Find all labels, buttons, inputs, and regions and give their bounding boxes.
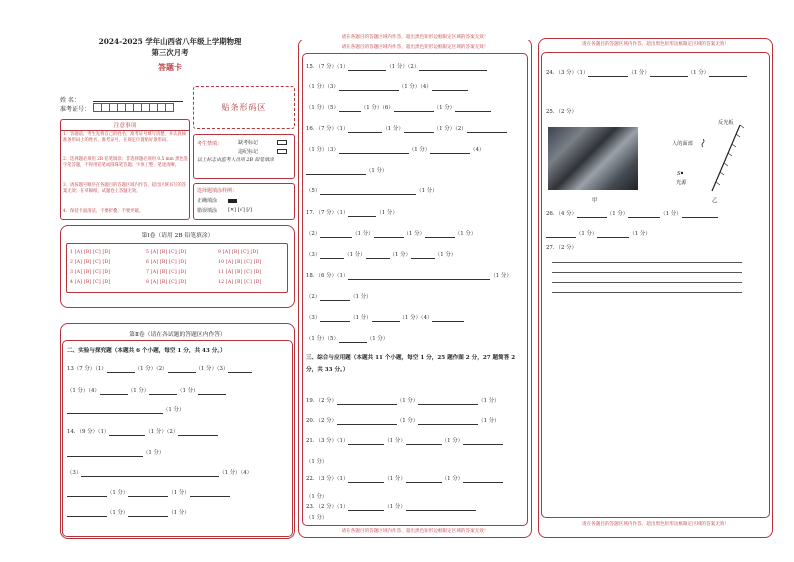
q14-row1 bbox=[67, 429, 218, 436]
notice-item-3: 3．请按题号顺序在各题目的答题区域内作答，超出区域书写的答案无效；在草稿纸、试题卷上答题无效。 bbox=[63, 183, 187, 195]
q26-blank-1[interactable] bbox=[577, 211, 607, 218]
q16-blank-1[interactable] bbox=[348, 126, 382, 133]
q14-blank-7[interactable] bbox=[190, 490, 230, 497]
q26-row1 bbox=[546, 211, 718, 218]
q18-score-3: （1 分） bbox=[350, 315, 372, 321]
q20-blank-1[interactable] bbox=[337, 418, 397, 425]
q16-score-1: （1 分） bbox=[382, 126, 404, 132]
q18-score-4: （1 分） bbox=[399, 315, 421, 321]
q14-score-3: （1 分） bbox=[219, 470, 241, 476]
violation-label: 违纪标记 bbox=[238, 149, 259, 155]
mc-q6[interactable]: 6 [A] [B] [C] [D] bbox=[146, 260, 187, 265]
q18-part5: （5） bbox=[327, 336, 339, 342]
q18-score-2: （1 分） bbox=[350, 294, 372, 300]
q18-row1 bbox=[306, 273, 512, 280]
q22-score-1: （1 分） bbox=[384, 476, 406, 482]
absent-label: 缺考标记 bbox=[238, 140, 259, 146]
violation-checkbox[interactable] bbox=[277, 149, 287, 154]
q20-score-1: （1 分） bbox=[396, 418, 419, 424]
q16-part3: （3） bbox=[327, 147, 339, 153]
figure-b-label: 乙 bbox=[712, 198, 718, 204]
q27-answer-line-3[interactable] bbox=[552, 282, 742, 283]
q18-label: 18．（6 分）（1） bbox=[306, 273, 349, 279]
barcode-area bbox=[193, 86, 295, 129]
q24-blank-3[interactable] bbox=[709, 70, 747, 77]
source-label: S• bbox=[677, 171, 684, 177]
q18-blank-1[interactable] bbox=[348, 273, 490, 280]
right-warning-bottom: 请在各题目的答题区域内作答，超出黑色矩形边框限定区域的答案无效！ bbox=[581, 522, 729, 527]
q17-row3 bbox=[306, 252, 456, 259]
q23-score-2: （1 分） bbox=[306, 515, 328, 521]
q15-row2 bbox=[306, 84, 468, 91]
q15-blank-6[interactable] bbox=[394, 105, 434, 112]
part2-title: 第Ⅱ卷（请在各试题的答题区内作答） bbox=[129, 332, 226, 338]
q24-score-2: （1 分） bbox=[687, 70, 710, 76]
mc-q10[interactable]: 10 [A] [B] [C] [D] bbox=[218, 260, 262, 265]
q27-label: 27．（2 分） bbox=[546, 245, 577, 251]
q15-blank-5[interactable] bbox=[339, 105, 361, 112]
name-field[interactable] bbox=[93, 101, 183, 102]
absent-title: 考生禁填： bbox=[197, 141, 223, 147]
q22-row1 bbox=[306, 476, 503, 483]
q14-blank-4[interactable] bbox=[81, 470, 219, 477]
q14-score-5: （1 分） bbox=[168, 490, 190, 496]
q16-part4: （4） bbox=[470, 147, 485, 153]
q16-part5: （5） bbox=[306, 188, 321, 194]
q18-score-1: （1 分） bbox=[490, 273, 512, 279]
q24-blank-2[interactable] bbox=[650, 70, 688, 77]
exam-number-label: 准考证号： bbox=[60, 106, 91, 113]
q15-score-2: （1 分）（3） bbox=[306, 84, 339, 90]
q15-blank-4[interactable] bbox=[432, 84, 468, 91]
q21-blank-1[interactable] bbox=[348, 438, 384, 445]
q13-score-1: （1 分）（2） bbox=[134, 366, 168, 372]
q26-label: 26．（4 分） bbox=[546, 211, 577, 217]
q22-blank-3[interactable] bbox=[463, 476, 503, 483]
q24-score-1: （1 分） bbox=[628, 70, 650, 76]
q19-score-1: （1 分） bbox=[396, 398, 419, 404]
q15-blank-2[interactable] bbox=[419, 64, 487, 71]
q14-score-1: （1 分）（2） bbox=[145, 429, 179, 435]
q21-row1 bbox=[306, 438, 503, 445]
q13-blank-3[interactable] bbox=[228, 366, 252, 373]
absent-note: 以上标志由监考人员用 2B 铅笔填涂 bbox=[197, 158, 274, 163]
q19-score-2: （1 分） bbox=[478, 398, 500, 404]
q17-blank-1[interactable] bbox=[348, 210, 376, 217]
q26-score-4: （1 分） bbox=[629, 231, 651, 237]
q15-part6: （6） bbox=[382, 105, 394, 111]
q24-row bbox=[546, 70, 747, 77]
q17-row2 bbox=[306, 231, 476, 238]
notice-item-1: 1．答题前，考生先将自己的姓名、准考证号填写清楚，并认真核准条形码上的姓名、准考证号，在规定位置贴好条形码。 bbox=[63, 132, 187, 144]
q18-blank-4[interactable] bbox=[372, 315, 400, 322]
q17-blank-4[interactable] bbox=[425, 231, 455, 238]
q15-row1 bbox=[306, 64, 487, 71]
q16-blank-4[interactable] bbox=[339, 147, 409, 154]
q16-part2: （2） bbox=[455, 126, 467, 132]
q21-blank-2[interactable] bbox=[406, 438, 442, 445]
q18-blank-5[interactable] bbox=[432, 315, 464, 322]
q18-blank-3[interactable] bbox=[320, 315, 350, 322]
mc-q8[interactable]: 8 [A] [B] [C] [D] bbox=[146, 280, 187, 285]
mc-q9[interactable]: 9 [A] [B] [C] [D] bbox=[218, 250, 259, 255]
q13-blank-4[interactable] bbox=[100, 388, 128, 395]
q17-blank-7[interactable] bbox=[411, 252, 435, 259]
q14-blank-5[interactable] bbox=[67, 490, 107, 497]
q16-blank-6[interactable] bbox=[306, 168, 366, 175]
q17-part2: （2） bbox=[306, 231, 321, 237]
section2-title: 二、实验与探究题（本题共 6 个小题，每空 1 分，共 43 分。） bbox=[67, 348, 226, 354]
q14-part3: （3） bbox=[67, 470, 82, 476]
q23-blank-1[interactable] bbox=[348, 504, 384, 511]
q16-label: 16．（7 分）（1） bbox=[306, 126, 349, 132]
correct-fill-label: 正确填涂 bbox=[197, 198, 218, 204]
middle-warning-top-2: 请在各题目的答题区域内作答，超出黑色矩形边框限定区域的答案无效！ bbox=[341, 45, 489, 50]
q18-row2 bbox=[306, 294, 372, 301]
mc-q4[interactable]: 4 [A] [B] [C] [D] bbox=[70, 280, 111, 285]
q15-score-6: （1 分） bbox=[433, 105, 456, 111]
exam-number-cells[interactable] bbox=[93, 103, 173, 114]
q17-blank-2[interactable] bbox=[320, 231, 352, 238]
q17-score-6: （1 分） bbox=[389, 252, 411, 258]
q15-score-4: （1 分） bbox=[306, 105, 328, 111]
q20-score-2: （1 分） bbox=[478, 418, 500, 424]
q14-row4 bbox=[67, 490, 230, 497]
q13-row3 bbox=[67, 407, 184, 414]
q16-score-3: （1 分） bbox=[306, 147, 328, 153]
q22-row2 bbox=[306, 494, 327, 501]
figure-a-label: 甲 bbox=[592, 198, 598, 204]
q21-label: 21．（3 分）（1） bbox=[306, 438, 349, 444]
mirror-photo bbox=[548, 127, 638, 190]
absent-checkbox[interactable] bbox=[277, 140, 287, 145]
q13-row1 bbox=[67, 366, 252, 373]
q22-blank-2[interactable] bbox=[406, 476, 442, 483]
q26-score-2: （1 分） bbox=[660, 211, 682, 217]
q17-blank-3[interactable] bbox=[374, 231, 404, 238]
q25-label-row bbox=[546, 109, 577, 116]
exam-subtitle: 第三次月考 bbox=[151, 48, 189, 57]
q14-row2 bbox=[67, 450, 164, 457]
q14-label: 14．（9 分）（1） bbox=[67, 429, 110, 435]
q13-score-6: （1 分） bbox=[163, 407, 185, 413]
mc-q1[interactable]: 1 [A] [B] [C] [D] bbox=[70, 250, 111, 255]
mc-q7[interactable]: 7 [A] [B] [C] [D] bbox=[146, 270, 187, 275]
q13-blank-6[interactable] bbox=[198, 388, 226, 395]
q21-blank-3[interactable] bbox=[463, 438, 503, 445]
mc-q3[interactable]: 3 [A] [B] [C] [D] bbox=[70, 270, 111, 275]
q14-blank-2[interactable] bbox=[178, 429, 218, 436]
source-sub-label: 光源 bbox=[676, 180, 687, 186]
q13-score-4: （1 分） bbox=[127, 388, 150, 394]
notice-item-4: 4．保持卡面清洁，不要折叠，不要弄破。 bbox=[63, 209, 144, 214]
q23-blank-2[interactable] bbox=[406, 504, 476, 511]
q20-row bbox=[306, 418, 500, 425]
q13-score-5: （1 分） bbox=[177, 388, 199, 394]
q22-score-2: （1 分） bbox=[441, 476, 464, 482]
q14-blank-8[interactable] bbox=[67, 510, 107, 517]
q26-blank-3[interactable] bbox=[682, 211, 718, 218]
q15-part5: （5） bbox=[327, 105, 339, 111]
q14-blank-9[interactable] bbox=[128, 510, 168, 517]
q13-score-3: （1 分）（4） bbox=[67, 388, 100, 394]
q27-label-row bbox=[546, 245, 577, 252]
name-label: 姓 名： bbox=[60, 97, 80, 104]
q16-row1 bbox=[306, 126, 507, 133]
barcode-label: 贴条形码区 bbox=[221, 103, 267, 112]
middle-warning-bottom: 请在各题目的答题区域内作答，超出黑色矩形边框限定区域的答案无效！ bbox=[341, 529, 489, 534]
face-profile-icon bbox=[702, 139, 704, 147]
q26-row2 bbox=[546, 231, 651, 238]
q22-score-3: （1 分） bbox=[306, 494, 328, 500]
q13-blank-2[interactable] bbox=[168, 366, 196, 373]
q27-answer-line-1[interactable] bbox=[552, 262, 742, 263]
q18-score-5: （1 分） bbox=[306, 336, 328, 342]
q21-score-1: （1 分） bbox=[384, 438, 406, 444]
q15-row3 bbox=[306, 105, 491, 112]
q26-score-3: （1 分） bbox=[576, 231, 598, 237]
q17-score-3: （1 分） bbox=[403, 231, 425, 237]
q16-blank-3[interactable] bbox=[467, 126, 507, 133]
q14-score-7: （1 分） bbox=[168, 510, 190, 516]
q27-answer-line-4[interactable] bbox=[552, 292, 742, 293]
right-warning-top: 请在各题目的答题区域内作答，超出黑色矩形边框限定区域的答案无效！ bbox=[581, 42, 729, 47]
q15-score-1: （1 分）（2） bbox=[386, 64, 420, 70]
reflector-hatching bbox=[716, 125, 744, 185]
q18-score-6: （1 分） bbox=[366, 336, 389, 342]
q17-row1 bbox=[306, 210, 398, 217]
mirror-label: 反光板 bbox=[718, 120, 734, 126]
q21-score-2: （1 分） bbox=[441, 438, 464, 444]
q14-row3 bbox=[67, 470, 252, 477]
q15-label: 15．（7 分）（1） bbox=[306, 64, 349, 70]
q15-blank-3[interactable] bbox=[339, 84, 399, 91]
mc-q2[interactable]: 2 [A] [B] [C] [D] bbox=[70, 260, 111, 265]
q16-blank-5[interactable] bbox=[430, 147, 470, 154]
q14-blank-1[interactable] bbox=[109, 429, 145, 436]
q18-part2: （2） bbox=[306, 294, 321, 300]
q24-label: 24．（3 分）（1） bbox=[546, 70, 589, 76]
q17-score-5: （1 分） bbox=[344, 252, 366, 258]
q18-part3: （3） bbox=[306, 315, 321, 321]
q13-label: 13（7 分）（1） bbox=[67, 366, 107, 372]
q15-part4: （4） bbox=[420, 84, 432, 90]
q25-label: 25．（2 分） bbox=[546, 109, 577, 115]
part1-title: 第Ⅰ卷（请用 2B 铅笔填涂） bbox=[141, 233, 214, 239]
wrong-fill-label: 错误填涂 bbox=[197, 208, 218, 214]
answer-card-label: 答题卡 bbox=[158, 62, 182, 72]
q13-blank-7[interactable] bbox=[67, 407, 163, 414]
q23-label: 23．（2 分）（1） bbox=[306, 504, 349, 510]
q14-part4: （4） bbox=[240, 470, 253, 476]
q22-label: 22．（3 分）（1） bbox=[306, 476, 349, 482]
q13-blank-5[interactable] bbox=[149, 388, 177, 395]
q23-row1 bbox=[306, 504, 476, 511]
q17-blank-5[interactable] bbox=[320, 252, 344, 259]
wrong-fill-marks: [✕] [√] [/] bbox=[228, 207, 252, 213]
q16-row4 bbox=[306, 188, 438, 195]
section3-title: 三、综合与应用题（本题共 11 个小题，每空 1 分，25 题作图 2 分，27 题简答 2 分，共 33 分。） bbox=[306, 355, 516, 373]
mc-q12[interactable]: 12 [A] [B] [C] [D] bbox=[218, 280, 262, 285]
face-label: 人的面部 bbox=[672, 141, 693, 147]
q17-score-1: （1 分） bbox=[376, 210, 398, 216]
reflector-board-line bbox=[712, 125, 740, 191]
q20-blank-2[interactable] bbox=[418, 418, 478, 425]
q21-row2 bbox=[306, 459, 327, 466]
q15-blank-7[interactable] bbox=[455, 105, 491, 112]
q26-blank-5[interactable] bbox=[597, 231, 629, 238]
q19-blank-1[interactable] bbox=[337, 398, 397, 405]
q18-part4: （4） bbox=[420, 315, 433, 321]
q16-blank-2[interactable] bbox=[404, 126, 434, 133]
q22-blank-1[interactable] bbox=[348, 476, 384, 483]
q19-blank-2[interactable] bbox=[418, 398, 478, 405]
q17-part3: （3） bbox=[306, 252, 321, 258]
q14-blank-6[interactable] bbox=[128, 490, 168, 497]
q20-label: 20．（2 分） bbox=[306, 418, 337, 424]
q18-row4 bbox=[306, 336, 388, 343]
notice-title: 注意事项 bbox=[60, 121, 190, 131]
notice-item-2: 2．选择题必须用 2B 铅笔填涂；非选择题必须用 0.5 mm 黑色签字笔答题，不得用铅笔或圆珠笔答题；字体工整、笔迹清晰。 bbox=[63, 157, 188, 169]
q18-blank-2[interactable] bbox=[320, 294, 350, 301]
q26-score-1: （1 分） bbox=[606, 211, 629, 217]
q16-row3 bbox=[306, 168, 387, 175]
q19-row bbox=[306, 398, 500, 405]
q24-blank-1[interactable] bbox=[588, 70, 628, 77]
q19-label: 19．（2 分） bbox=[306, 398, 337, 404]
q14-blank-3[interactable] bbox=[67, 450, 143, 457]
q17-score-4: （1 分） bbox=[454, 231, 477, 237]
mc-q11[interactable]: 11 [A] [B] [C] [D] bbox=[218, 270, 262, 275]
q16-row2 bbox=[306, 147, 484, 154]
q14-row5 bbox=[67, 510, 190, 517]
q17-score-7: （1 分） bbox=[434, 252, 457, 258]
middle-warning-top-1: 请在各题目的答题区域内作答，超出黑色矩形边框限定区域的答案无效！ bbox=[298, 34, 532, 40]
exam-title: 2024-2025 学年山西省八年级上学期物理 bbox=[98, 37, 242, 46]
q23-score-1: （1 分） bbox=[384, 504, 406, 510]
q16-score-6: （1 分） bbox=[416, 188, 438, 194]
q16-blank-7[interactable] bbox=[320, 188, 416, 195]
q26-blank-2[interactable] bbox=[628, 211, 660, 218]
q18-blank-6[interactable] bbox=[339, 336, 367, 343]
q16-score-2: （1 分） bbox=[433, 126, 456, 132]
q14-score-2: （1 分） bbox=[143, 450, 165, 456]
q15-score-3: （1 分） bbox=[398, 84, 421, 90]
q15-score-5: （1 分） bbox=[360, 105, 383, 111]
q13-blank-1[interactable] bbox=[107, 366, 135, 373]
q17-blank-6[interactable] bbox=[366, 252, 390, 259]
q17-score-2: （1 分） bbox=[352, 231, 374, 237]
q18-row3 bbox=[306, 315, 464, 322]
q23-row2 bbox=[306, 515, 327, 522]
q16-score-4: （1 分） bbox=[408, 147, 431, 153]
q15-blank-1[interactable] bbox=[348, 64, 386, 71]
q21-score-3: （1 分） bbox=[306, 459, 328, 465]
q14-score-4: （1 分） bbox=[107, 490, 129, 496]
q13-row2 bbox=[67, 388, 226, 395]
correct-fill-mark bbox=[228, 199, 237, 203]
mc-q5[interactable]: 5 [A] [B] [C] [D] bbox=[146, 250, 187, 255]
q26-blank-4[interactable] bbox=[546, 231, 576, 238]
q14-score-6: （1 分） bbox=[107, 510, 129, 516]
q27-answer-line-2[interactable] bbox=[552, 272, 742, 273]
fill-sample-title: 选择题填涂样例： bbox=[197, 188, 238, 194]
q17-label: 17．（7 分）（1） bbox=[306, 210, 349, 216]
middle-inner bbox=[302, 53, 528, 526]
q16-score-5: （1 分） bbox=[366, 168, 388, 174]
q13-score-2: （1 分）（3） bbox=[195, 366, 229, 372]
